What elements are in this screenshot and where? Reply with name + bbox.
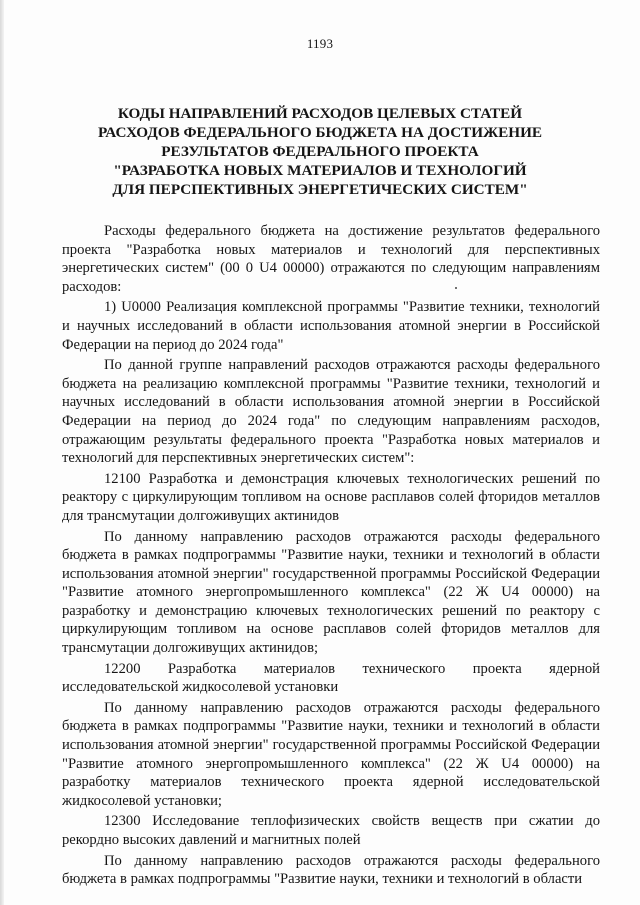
code-12200-description: По данному направлению расходов отражаются расходы федерального бюджета в рамках подпрограммы "Развитие науки, техники и технологий в области использования атомной энергии" государственной программы Российской Федерации "Развитие атомного энергопромышленного комплекса" (22 Ж U4 00000) на разработку материалов технического проекта ядерной исследовательской жидкосолевой установки;	[62, 699, 600, 809]
intro-paragraph: Расходы федерального бюджета на достижение результатов федерального проекта "Разработка новых материалов и технологий для перспективных энергетических систем" (00 0 U4 00000) отражаются по следующим направлениям расходов:	[62, 223, 600, 295]
code-item-u0000: 1) U0000 Реализация комплексной программы "Развитие техники, технологий и научных исследований в области использования атомной энергии в Российской Федерации на период до 2024 года"	[62, 299, 600, 353]
title-line: РЕЗУЛЬТАТОВ ФЕДЕРАЛЬНОГО ПРОЕКТА	[161, 143, 479, 160]
page-number: 1193	[306, 36, 334, 51]
code-item-12100: 12100 Разработка и демонстрация ключевых технологических решений по реактору с циркулирующим топливом на основе расплавов солей фторидов металлов для трансмутации долгоживущих актинидов	[62, 470, 600, 524]
document-body	[62, 222, 600, 891]
group-description-paragraph: По данной группе направлений расходов отражаются расходы федерального бюджета на реализацию комплексной программы "Развитие техники, технологий и научных исследований в области использования атомной энергии в Российской Федерации на период до 2024 года" по следующим направлениям расходов, отражающим результаты федерального проекта "Разработка новых материалов и технологий для перспективных энергетических систем":	[62, 357, 600, 467]
title-line: "РАЗРАБОТКА НОВЫХ МАТЕРИАЛОВ И ТЕХНОЛОГИЙ	[113, 162, 527, 179]
title-line: КОДЫ НАПРАВЛЕНИЙ РАСХОДОВ ЦЕЛЕВЫХ СТАТЕЙ	[117, 105, 523, 122]
document-title	[90, 104, 550, 199]
title-line: РАСХОДОВ ФЕДЕРАЛЬНОГО БЮДЖЕТА НА ДОСТИЖЕНИЕ	[97, 124, 543, 141]
code-12300-description: По данному направлению расходов отражаются расходы федерального бюджета в рамках подпрограммы "Развитие науки, техники и технологий в области	[62, 852, 600, 888]
code-item-12300: 12300 Исследование теплофизических свойств веществ при сжатии до рекордно высоких давлений и магнитных полей	[62, 813, 600, 848]
scan-edge	[0, 0, 4, 905]
title-line: ДЛЯ ПЕРСПЕКТИВНЫХ ЭНЕРГЕТИЧЕСКИХ СИСТЕМ"	[112, 181, 528, 198]
code-12100-description: По данному направлению расходов отражаются расходы федерального бюджета в рамках подпрограммы "Развитие науки, техники и технологий в области использования атомной энергии" государственной программы Российской Федерации "Развитие атомного энергопромышленного комплекса" (22 Ж U4 00000) на разработку и демонстрацию ключевых технологических решений по реактору с циркулирующим топливом на основе расплавов солей фторидов металлов для трансмутации долгоживущих актинидов;	[62, 528, 600, 657]
code-item-12200: 12200 Разработка материалов технического проекта ядерной исследовательской жидкосолевой установки	[62, 660, 600, 696]
